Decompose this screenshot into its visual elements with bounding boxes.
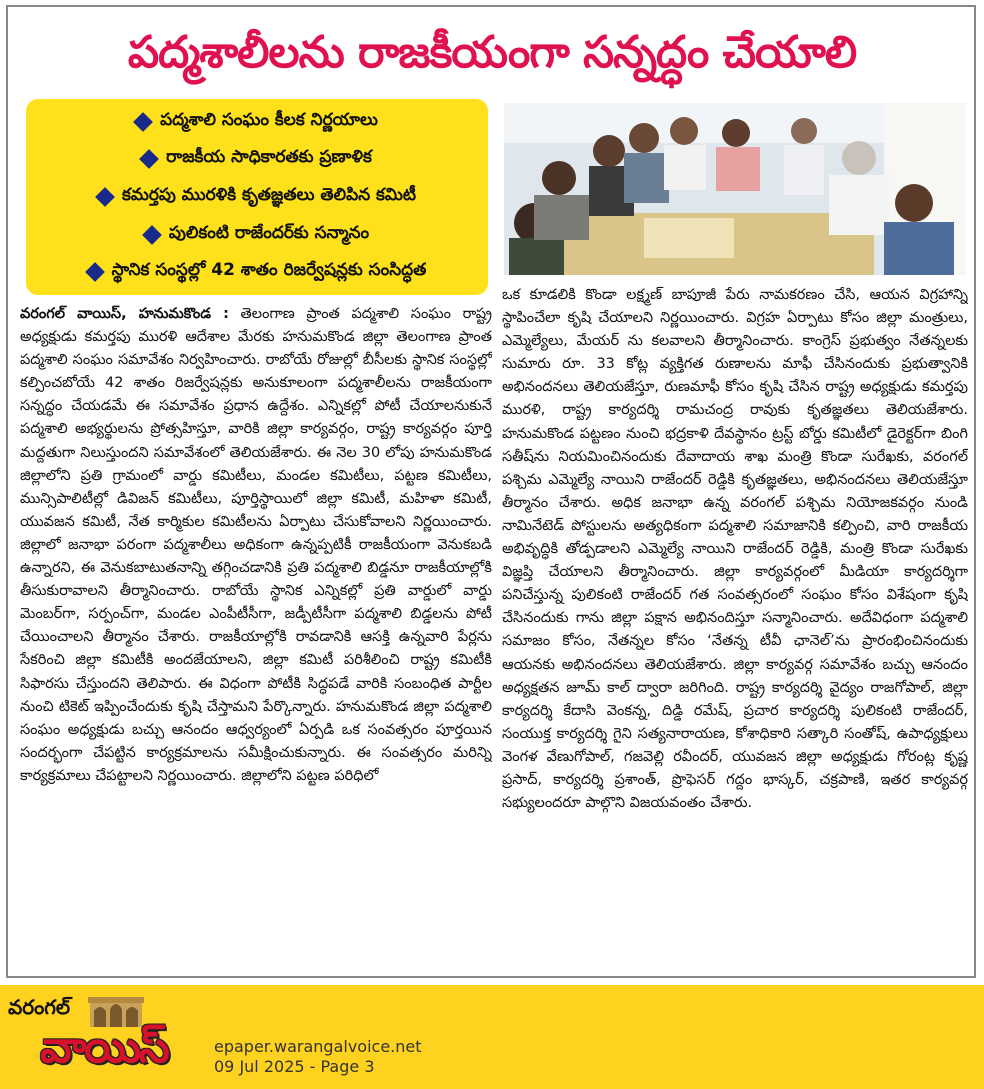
body-text: తెలంగాణ ప్రాంత పద్మశాలి సంఘం రాష్ట్ర అధ్యక్షుడు కమర్తపు మురళి ఆదేశాల మేరకు హనుమకొండ జిల్లా తెలంగాణ ప్రాంత పద్మశాలి సంఘం సమావేశం నిర్వహించారు. రాబోయే రోజుల్లో బీసీలకు స్థానిక సంస్థల్లో కల్పించబోయే 42 శాతం రిజర్వేషన్లకు అనుకూలంగా పద్మశాలీలను రాజకీయంగా సన్నద్ధం చేయడమే ఈ సమావేశం ప్రధాన ఉద్దేశం. ఎన్నికల్లో పోటీ చేయాలనుకునే పద్మశాలి అభ్యర్థులను ప్రోత్సహిస్తూ, వారికి జిల్లా కార్యవర్గం, రాష్ట్ర కార్యవర్గం పూర్తి మద్దతుగా నిలుస్తుందని సమావేశంలో తెలియజేశారు. ఈ నెల 30 లోపు హనుమకొండ జిల్లాలోని ప్రతి గ్రామంలో వార్డు కమిటీలు, మండల కమిటీలు, పట్టణ కమిటీలు, మున్సిపాలిటీల్లో డివిజన్ కమిటీలు, పూర్తిస్థాయిలో జిల్లా కమిటీ, మహిళా కమిటీ, యువజన కమిటీ, నేత కార్మికుల కమిటీలను ఏర్పాటు చేసుకోవాలని నిర్ణయించారు. జిల్లాలో జనాభా పరంగా పద్మశాలీలు అధికంగా ఉన్నప్పటికీ రాజకీయంగా వెనుకబడి ఉన్నారని, ఈ వెనుకబాటుతనాన్ని తగ్గించడానికి ప్రతి పద్మశాలి బిడ్డనూ రాజకీయాల్లోకి తీసుకురావాలని తీర్మానించారు. రాబోయే స్థానిక ఎన్నికల్లో ప్రతి వార్డులో వార్డు మెంబర్‌గా, సర్పంచ్‌గా, మండల ఎంపీటీసీగా, జడ్పీటీసీగా పద్మశాలి బిడ్డలను పోటీ చేయించాలని తీర్మానం చేశారు. రాజకీయాల్లోకి రావడానికి ఆసక్తి ఉన్నవారి పేర్లను సేకరించి జిల్లా కమిటీకి అందజేయాలని, జిల్లా కమిటీ పరిశీలించి రాష్ట్ర కమిటీకి సిఫారసు చేస్తుందని తెలిపారు. ఈ విధంగా పోటీకి సిద్ధపడే వారికి సంబంధిత పార్టీల నుంచి టికెట్ ఇప్పించేందుకు కృషి చేస్తామని పేర్కొన్నారు. హనుమకొండ జిల్లా పద్మశాలి సంఘం అధ్యక్షుడు బచ్చు ఆనందం ఆధ్వర్యంలో ఏర్పడి ఒక సంవత్సరం పూర్తయిన సందర్భంగా చేపట్టిన కార్యక్రమాలను సమీక్షించుకున్నారు. ఈ సంవత్సరం మరిన్ని కార్యక్రమాలు చేపట్టాలని నిర్ణయించారు. జిల్లాలోని పట్టణ పరిధిలో [20,306,492,784]
highlight-item [32,103,482,141]
logo-small-text: వరంగల్ [8,995,71,1019]
diamond-bullet-icon [142,225,162,245]
diamond-bullet-icon [95,187,115,207]
highlight-text: పద్మశాలి సంఘం కీలక నిర్ణయాలు [160,109,378,130]
highlight-item [32,178,482,216]
diamond-bullet-icon [85,262,105,282]
highlight-item [32,216,482,254]
footer-band [0,985,984,1089]
epaper-url: epaper.warangalvoice.net [214,1037,422,1056]
article-body-right-column [502,284,968,971]
highlight-item [32,253,482,291]
highlight-text: కమర్తపు మురళికి కృతజ్ఞతలు తెలిపిన కమిటీ [121,184,417,205]
meeting-photo [504,103,966,275]
highlights-box [26,99,488,295]
newspaper-logo [6,991,202,1083]
logo-big-text: వాయిస్ [40,1022,168,1073]
news-article [6,5,976,978]
highlight-text: స్థానిక సంస్థల్లో 42 శాతం రిజర్వేషన్లకు సంసిద్ధత [111,260,427,281]
article-body-left-column [20,303,492,971]
edition-date-page: 09 Jul 2025 - Page 3 [214,1057,375,1076]
body-text: ఒక కూడలికి కొండా లక్ష్మణ్ బాపూజీ పేరు నామకరణం చేసి, ఆయన విగ్రహాన్ని స్థాపించేలా కృషి చేయాలని నిర్ణయించారు. విగ్రహ ఏర్పాటు కోసం జిల్లా మంత్రులు, ఎమ్మెల్యేలు, మేయర్ ను కలవాలని తీర్మానించారు. కాంగ్రెస్ ప్రభుత్వం నేతన్నలకు సుమారు రూ. 33 కోట్ల వ్యక్తిగత రుణాలను మాఫీ చేసినందుకు ప్రభుత్వానికి అభినందనలు తెలియజేస్తూ, రుణమాఫీ కోసం కృషి చేసిన రాష్ట్ర అధ్యక్షుడు కమర్తపు మురళి, రాష్ట్ర కార్యదర్శి రామచంద్ర రావుకు కృతజ్ఞతలు తెలియజేశారు. హనుమకొండ పట్టణం నుంచి భద్రకాళి దేవస్థానం ట్రస్ట్ బోర్డు కమిటీలో డైరెక్టర్‌గా బింగి సతీష్‌ను నియమించినందుకు దేవాదాయ శాఖ మంత్రి కొండా సురేఖకు, వరంగల్ పశ్చిమ ఎమ్మెల్యే నాయిని రాజేందర్ రెడ్డికి కృతజ్ఞతలు, అభినందనలు తెలియజేస్తూ తీర్మానం చేశారు. అధిక జనాభా ఉన్న వరంగల్ పశ్చిమ నియోజకవర్గం నుండి నామినేటెడ్ పోస్టులను అత్యధికంగా పద్మశాలి సమాజానికి కల్పించి, వారి రాజకీయ అభివృద్ధికి తోడ్పడాలని ఎమ్మెల్యే నాయిని రాజేందర్ రెడ్డికి, మంత్రి కొండా సురేఖకు విజ్ఞప్తి చేయాలని తీర్మానించారు. జిల్లా కార్యవర్గంలో మీడియా కార్యదర్శిగా పనిచేస్తున్న పులికంటి రాజేందర్ గత సంవత్సరంలో సంఘం కోసం విశేషంగా కృషి చేసినందుకు గాను జిల్లా పక్షాన అభినందిస్తూ సన్మానించారు. అదేవిధంగా పద్మశాలి సమాజం కోసం, నేతన్నల కోసం ‘నేతన్న టీవీ ఛానెల్’ను ప్రారంభించినందుకు ఆయనకు అభినందనలు తెలియజేశారు. జిల్లా కార్యవర్గ సమావేశం బచ్చు ఆనందం అధ్యక్షతన జూమ్ కాల్ ద్వారా జరిగింది. రాష్ట్ర కార్యదర్శి వైద్యం రాజగోపాల్, జిల్లా కార్యదర్శి కేదాసి వెంకన్న, దిడ్డి రమేష్, ప్రచార కార్యదర్శి పులికంటి రాజేందర్, సంయుక్త కార్యదర్శి గైని సత్యనారాయణ, కోశాధికారి సత్కారి సంతోష్, ఉపాధ్యక్షులు వెంగళ వేణుగోపాల్, గజవెల్లి రవీందర్, యువజన జిల్లా అధ్యక్షుడు గోరంట్ల కృష్ణ ప్రసాద్, కార్యదర్శి ప్రశాంత్, ప్రొఫెసర్ గద్దం భాస్కర్, చక్రపాణి, ఇతర కార్యవర్గ సభ్యులందరూ పాల్గొని విజయవంతం చేశారు. [502,287,968,812]
dateline: వరంగల్ వాయిస్, హనుమకొండ : [20,306,229,322]
highlight-text: పులికంటి రాజేందర్‌కు సన్మానం [168,222,370,243]
diamond-bullet-icon [133,112,153,132]
diamond-bullet-icon [139,149,159,169]
highlight-item [32,141,482,179]
highlight-text: రాజకీయ సాధికారతకు ప్రణాళిక [166,147,372,168]
headline: పద్మశాలీలను రాజకీయంగా సన్నద్ధం చేయాలి [127,27,857,78]
meeting-photo-illustration [504,103,966,275]
